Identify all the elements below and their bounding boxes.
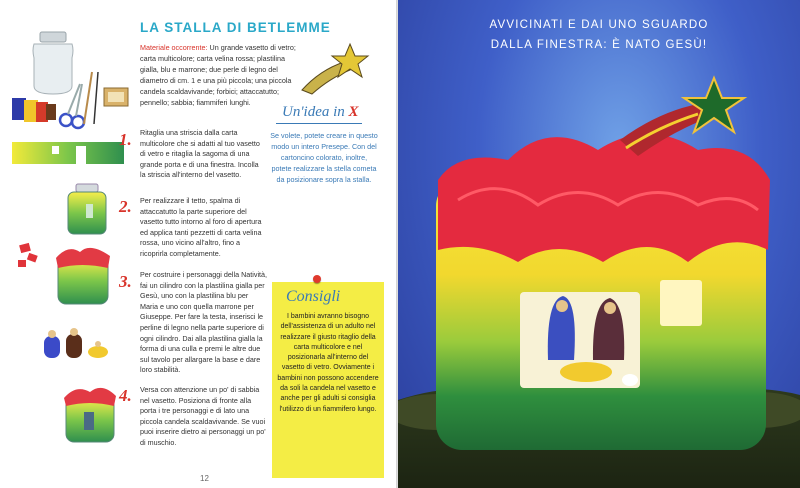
step-number-1: 1.	[119, 130, 132, 149]
idea-title-text: Un'idea in	[282, 104, 345, 120]
clay-figures-image	[44, 328, 108, 358]
materials-label: Materiale occorrente:	[140, 43, 208, 52]
idea-title	[282, 104, 359, 121]
idea-x-mark: X	[348, 104, 359, 120]
step-number-4: 4.	[119, 386, 132, 405]
page-number: 12	[200, 474, 209, 483]
idea-underline	[276, 123, 362, 124]
step-text-2: Per realizzare il tetto, spalma di attaccatutto la parte superiore del vasetto tutto intorno al foro di apertura ed applica tanti pezzetti di carta velina rossa, uno vicino all'altro, fino a ricoprirla completamente.	[140, 196, 262, 258]
comet-star-image	[300, 40, 370, 95]
materials-photo	[10, 28, 138, 133]
pushpin-icon	[313, 275, 321, 283]
step2-jar-image	[62, 182, 112, 238]
step-number-3: 3.	[119, 272, 132, 291]
left-page	[0, 0, 398, 488]
step4-jar-image	[60, 382, 120, 446]
step1-strip-image	[12, 140, 124, 166]
page-title: LA STALLA DI BETLEMME	[140, 20, 331, 35]
step-text-4: Versa con attenzione un po' di sabbia nel vasetto. Posiziona di fronte alla porta i tre personaggi e di lato una piccola candela scaldavivande. Se vuoi puoi inserire dietro ai personaggi un po' di muschio.	[140, 385, 266, 447]
photo-headline-line2: DALLA FINESTRA: È NATO GESÙ!	[490, 39, 708, 51]
photo-headline-line1: AVVICINATI E DAI UNO SGUARDO	[489, 19, 709, 31]
tips-box	[272, 282, 384, 478]
step-text-3: Per costruire i personaggi della Natività, fai un cilindro con la plastilina gialla per Gesù, uno con la plastilina blu per Maria e uno con quella marrone per Giuseppe. Per fare la testa, inserisci le perline di legno nella parte superiore di ogni cilindro. Dai alla plastilina gialla la forma di una culla e premi le altre due sul tavolo per allargare la base e dare loro stabilità.	[140, 270, 268, 375]
step-number-2: 2.	[119, 197, 132, 216]
step3-figures-image	[18, 236, 122, 366]
step-text-1: Ritaglia una striscia dalla carta multicolore che si adatti al tuo vasetto di vetro e ritaglia la sagoma di una grande porta e di una finestra. Incolla la striscia all'interno del vasetto.	[140, 128, 260, 180]
materials-paragraph	[140, 42, 305, 108]
brush-image	[84, 72, 98, 124]
glass-jar-image	[33, 32, 73, 94]
clay-blocks-image	[12, 98, 56, 122]
nativity-lantern-image	[398, 0, 800, 488]
red-paper-bits-image	[18, 243, 38, 267]
materials-text: Un grande vasetto di vetro; carta multicolore; carta velina rossa; plastilina gialla, blu e marrone; due perle di legno del diametro di cm. 1 e una più piccola; una piccola candela scaldavivande; forbici; attaccatutto; pennello; sabbia; fiammiferi lunghi.	[140, 43, 296, 107]
idea-text: Se volete, potete creare in questo modo un intero Presepe. Con del cartoncino colorato, inoltre, potete realizzare la stella cometa da posizionare sopra la stalla.	[270, 131, 378, 184]
tips-title: Consigli	[286, 288, 341, 305]
right-page-photo	[398, 0, 800, 488]
tips-text: I bambini avranno bisogno dell'assistenza di un adulto nel realizzare il giusto ritaglio della carta multicolore e nel posizionarla all'interno del vasetto di vetro. Ovviamente i bambini non possono accendere da soli la candela nel vasetto e anche per gli adulti si consiglia l'utilizzo di un fiammifero lungo.	[277, 313, 379, 413]
matchbox-image	[104, 88, 128, 106]
